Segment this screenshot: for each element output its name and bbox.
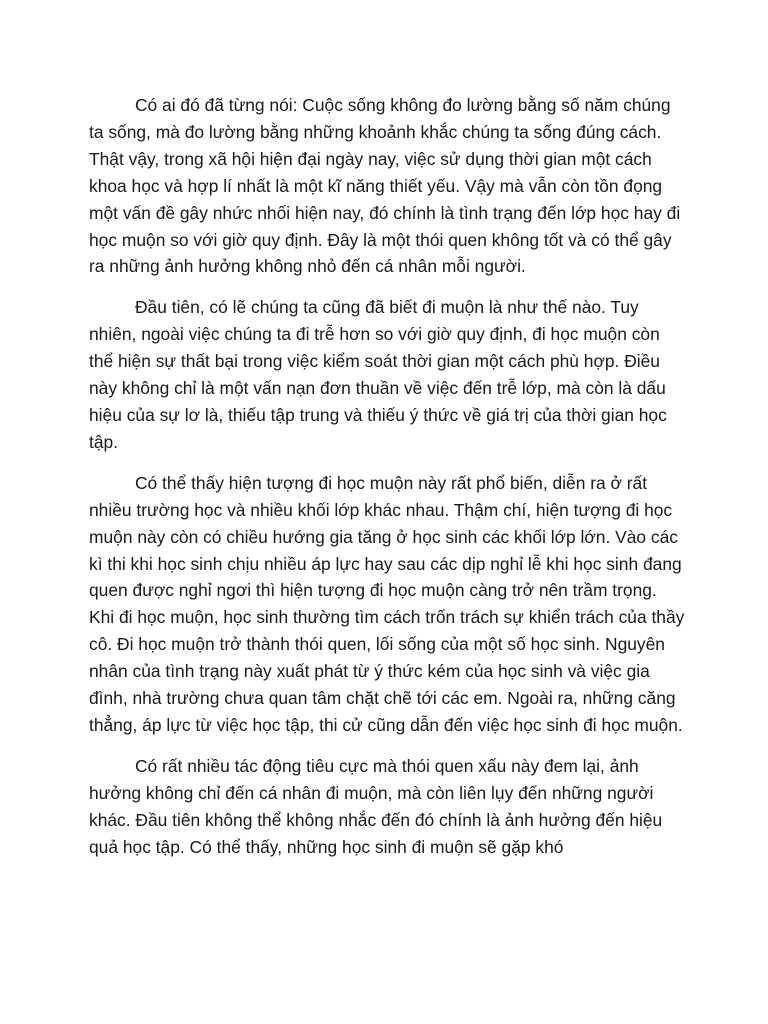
paragraph-definition: Đầu tiên, có lẽ chúng ta cũng đã biết đi muộn là như thế nào. Tuy nhiên, ngoài việc chúng ta đi trễ hơn so với giờ quy định, đi học muộn còn thể hiện sự thất bại trong việc kiểm soát thời gian một cách phù hợp. Điều này không chỉ là một vấn nạn đơn thuần về việc đến trễ lớp, mà còn là dấu hiệu của sự lơ là, thiếu tập trung và thiếu ý thức về giá trị của thời gian học tập. [89, 297, 667, 452]
document-body [89, 92, 685, 874]
paragraph-intro: Có ai đó đã từng nói: Cuộc sống không đo lường bằng số năm chúng ta sống, mà đo lường bằng những khoảnh khắc chúng ta sống đúng cách. Thật vậy, trong xã hội hiện đại ngày nay, việc sử dụng thời gian một cách khoa học và hợp lí nhất là một kĩ năng thiết yếu. Vậy mà vẫn còn tồn đọng một vấn đề gây nhức nhối hiện nay, đó chính là tình trạng đến lớp học hay đi học muộn so với giờ quy định. Đây là một thói quen không tốt và có thể gây ra những ảnh hưởng không nhỏ đến cá nhân mỗi người. [89, 95, 681, 277]
paragraph-prevalence: Có thể thấy hiện tượng đi học muộn này rất phổ biến, diễn ra ở rất nhiều trường học và nhiều khối lớp khác nhau. Thậm chí, hiện tượng đi học muộn này còn có chiều hướng gia tăng ở học sinh các khối lớp lớn. Vào các kì thi khi học sinh chịu nhiều áp lực hay sau các dịp nghỉ lễ khi học sinh đang quen được nghỉ ngơi thì hiện tượng đi học muộn càng trở nên trầm trọng. Khi đi học muộn, học sinh thường tìm cách trốn trách sự khiển trách của thầy cô. Đi học muộn trở thành thói quen, lối sống của một số học sinh. Nguyên nhân của tình trạng này xuất phát từ ý thức kém của học sinh và việc gia đình, nhà trường chưa quan tâm chặt chẽ tới các em. Ngoài ra, những căng thẳng, áp lực từ việc học tập, thi cử cũng dẫn đến việc học sinh đi học muộn. [89, 472, 685, 735]
paragraph-effects: Có rất nhiều tác động tiêu cực mà thói quen xấu này đem lại, ảnh hưởng không chỉ đến cá nhân đi muộn, mà còn liên lụy đến những người khác. Đầu tiên không thể không nhắc đến đó chính là ảnh hưởng đến hiệu quả học tập. Có thể thấy, những học sinh đi muộn sẽ gặp khó [89, 755, 663, 857]
